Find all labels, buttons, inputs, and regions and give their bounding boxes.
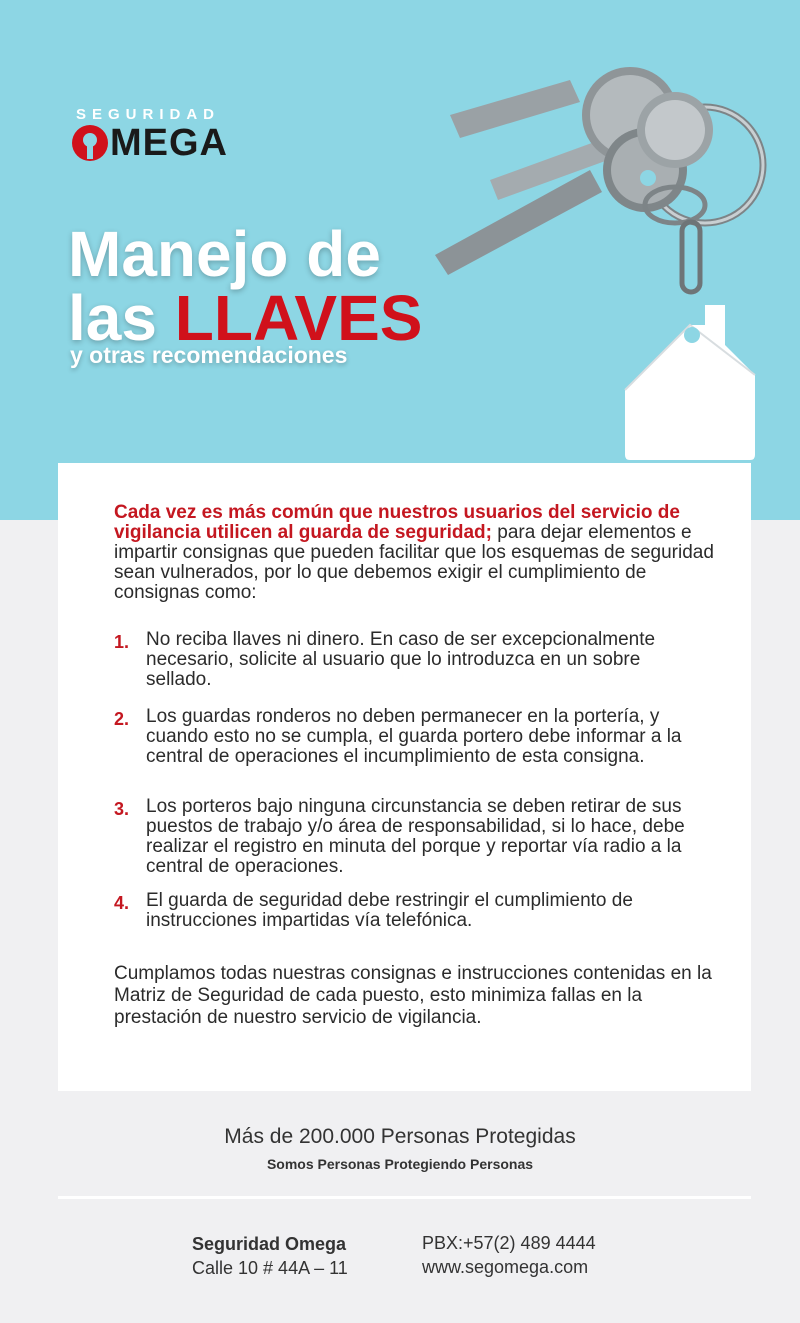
hero-banner (0, 0, 800, 520)
list-item (114, 707, 704, 767)
content-card (58, 463, 751, 1091)
keys-illustration-icon (430, 60, 800, 480)
footer-divider (58, 1196, 751, 1199)
title-line-1: Manejo de (68, 218, 381, 290)
list-item-number: 3. (114, 799, 130, 819)
closing-paragraph: Cumplamos todas nuestras consignas e instrucciones contenidas en la Matriz de Seguridad de cada puesto, esto minimiza fallas en la prestación de nuestro servicio de vigilancia. (114, 963, 712, 1028)
list-item-number: 1. (114, 632, 130, 652)
intro-rest-text: para dejar elementos e impartir consignas que pueden facilitar que los esquemas de seguridad sean vulnerados, por lo que debemos exigir el cumplimiento de consignas como: (114, 522, 714, 603)
seguridad-omega-logo (72, 106, 252, 164)
slogan: Somos Personas Protegiendo Personas (266, 1156, 534, 1172)
footer-contact-block (422, 1231, 596, 1279)
page-title (68, 218, 423, 354)
list-item-text: Los guardas ronderos no deben permanecer en la portería, y cuando esto no se cumpla, el guarda portero debe informar a la central de operaciones el incumplimiento de esta consigna. (146, 706, 682, 767)
website-link[interactable]: www.segomega.com (422, 1257, 589, 1277)
title-accent-llaves: LLAVES (174, 282, 423, 354)
list-item (114, 797, 704, 877)
phone-number: PBX:+57(2) 489 4444 (422, 1233, 596, 1253)
list-item-text: Los porteros bajo ninguna circunstancia se deben retirar de sus puestos de trabajo y/o área de responsabilidad, si lo hace, debe realizar el registro en minuta del porque y reportar vía radio a la central de operaciones. (146, 796, 685, 877)
people-protected-stat: Más de 200.000 Personas Protegidas (224, 1125, 576, 1148)
list-item-number: 4. (114, 893, 130, 913)
list-item (114, 630, 704, 690)
page-subtitle: y otras recomendaciones (70, 342, 348, 368)
company-address: Calle 10 # 44A – 11 (192, 1258, 348, 1278)
list-item (114, 891, 704, 931)
logo-o-mark-icon (72, 125, 108, 161)
company-name: Seguridad Omega (192, 1234, 347, 1254)
title-line-2-prefix: las (68, 282, 175, 354)
intro-paragraph (114, 503, 714, 603)
list-item-text: El guarda de seguridad debe restringir el cumplimiento de instrucciones impartidas vía telefónica. (146, 890, 633, 931)
logo-main-text: MEGA (110, 122, 228, 164)
list-item-text: No reciba llaves ni dinero. En caso de ser excepcionalmente necesario, solicite al usuario que lo introduzca en un sobre sellado. (146, 629, 656, 690)
intro-lead-text: Cada vez es más común que nuestros usuarios del servicio de vigilancia utilicen al guarda de seguridad; (114, 502, 680, 543)
logo-top-text: SEGURIDAD (76, 106, 221, 123)
list-item-number: 2. (114, 709, 130, 729)
footer-company-block (192, 1232, 348, 1280)
